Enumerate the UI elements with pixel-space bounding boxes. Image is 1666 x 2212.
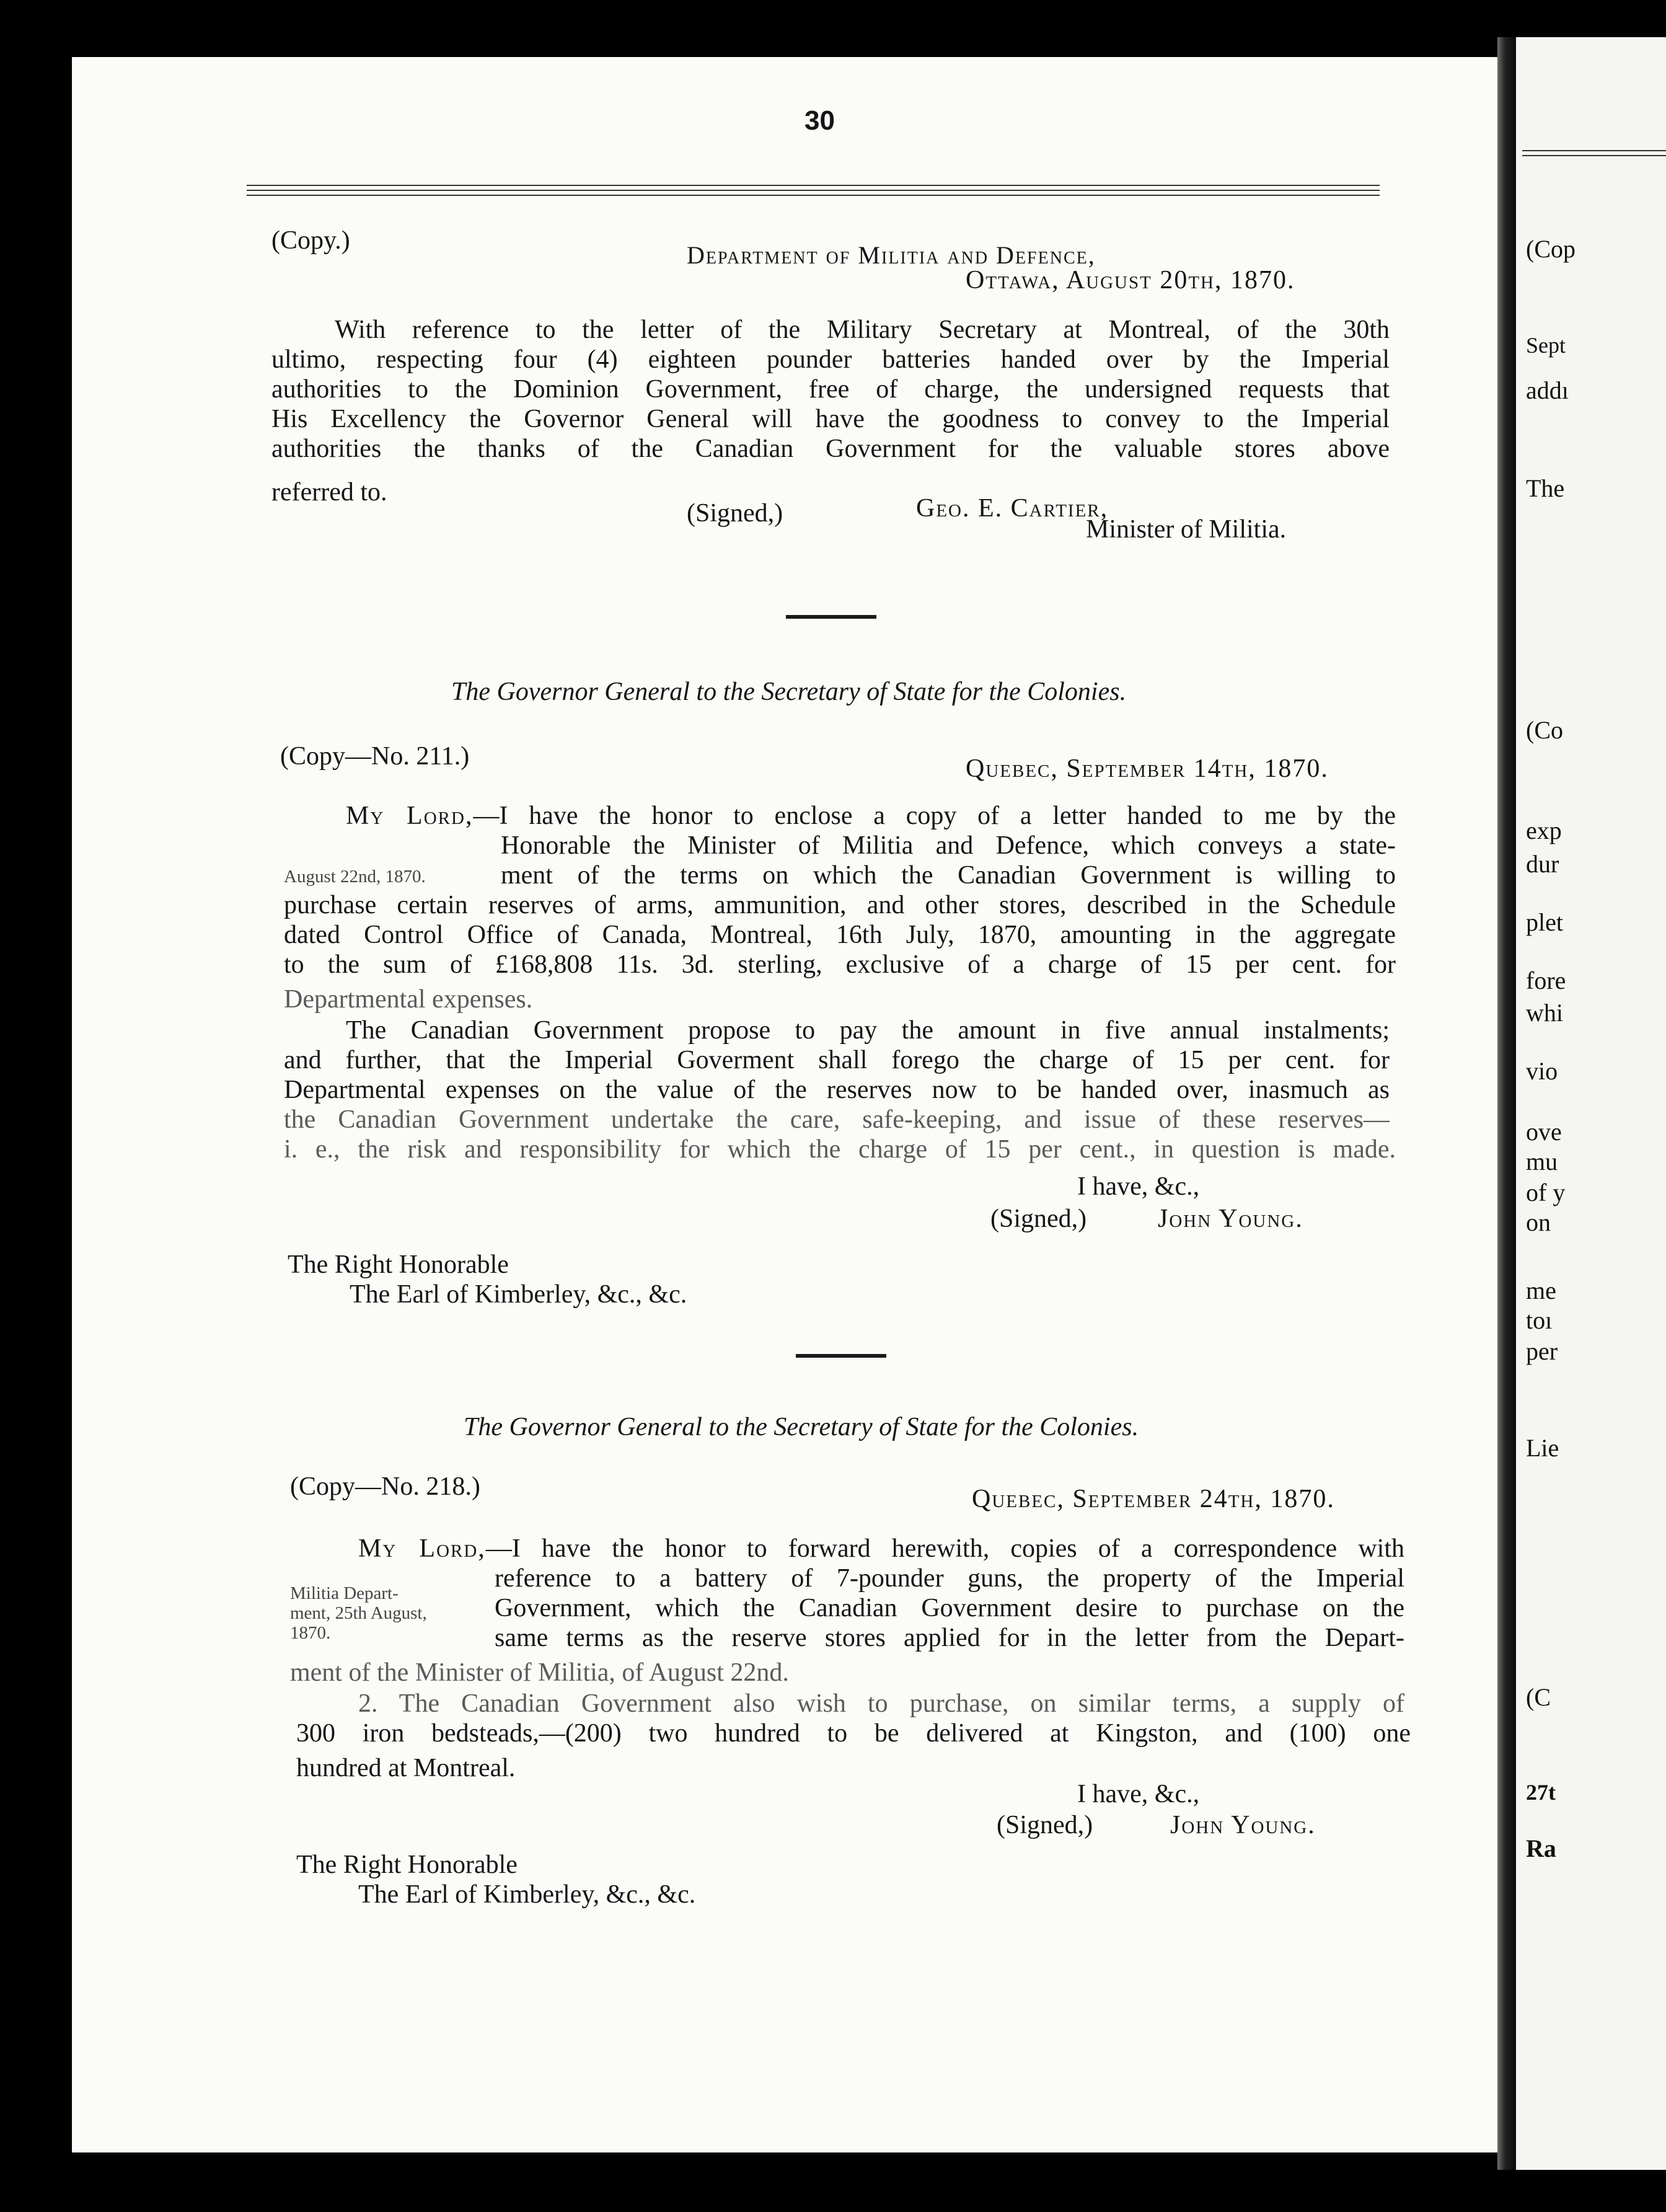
facing-text: (C	[1526, 1683, 1551, 1711]
facing-header-rule	[1522, 150, 1666, 151]
body-line: ment of the Minister of Militia, of August 22nd.	[290, 1658, 789, 1687]
body-line: authorities the thanks of the Canadian Government for the valuable stores above	[271, 435, 1390, 463]
closing: I have, &c.,	[1077, 1172, 1200, 1201]
salutation: My Lord,	[358, 1534, 486, 1563]
signed-label: (Signed,)	[687, 499, 783, 528]
copy-label: (Copy.)	[271, 226, 350, 255]
header-rule-1	[247, 185, 1380, 186]
place-date: Ottawa, August 20th, 1870.	[966, 266, 1295, 294]
book-gutter	[1497, 37, 1516, 2170]
copy-label: (Copy—No. 218.)	[290, 1472, 480, 1501]
addressee-line: The Right Honorable	[296, 1851, 518, 1879]
body-line: With reference to the letter of the Military Secretary at Montreal, of the 30th	[335, 316, 1390, 344]
first-line: —I have the honor to forward herewith, copies of a correspondence with	[485, 1534, 1404, 1563]
letter-heading: The Governor General to the Secretary of State for the Colonies.	[464, 1413, 1139, 1441]
facing-text: plet	[1526, 908, 1563, 936]
facing-text: of y	[1526, 1179, 1566, 1206]
facing-text: 27t	[1526, 1780, 1556, 1805]
facing-page-fragment	[1516, 37, 1666, 2170]
margin-note-line: Militia Depart-	[290, 1583, 399, 1603]
body-line: His Excellency the Governor General will have the goodness to convey to the Imperial	[271, 405, 1390, 433]
body-line: ment of the terms on which the Canadian Government is willing to	[501, 861, 1396, 890]
salutation: My Lord,	[346, 802, 474, 830]
margin-note-line: 1870.	[290, 1623, 331, 1643]
body-line: same terms as the reserve stores applied for in the letter from the Depart-	[495, 1624, 1404, 1652]
body-line: i. e., the risk and responsibility for which the charge of 15 per cent., in question is made.	[284, 1135, 1396, 1164]
facing-header-rule	[1522, 155, 1666, 156]
salutation-line	[346, 801, 1396, 831]
facing-text: Lie	[1526, 1434, 1559, 1462]
signer-name: Geo. E. Cartier,	[916, 494, 1109, 523]
body-line: the Canadian Government undertake the care, safe-keeping, and issue of these reserves—	[284, 1105, 1390, 1134]
closing: I have, &c.,	[1077, 1780, 1200, 1808]
facing-text: (Cop	[1526, 235, 1576, 263]
facing-text: whi	[1526, 999, 1563, 1027]
facing-text: me	[1526, 1276, 1556, 1304]
body-line: authorities to the Dominion Government, free of charge, the undersigned requests that	[271, 375, 1390, 404]
body-line: referred to.	[271, 478, 387, 507]
body-line: Honorable the Minister of Militia and Defence, which conveys a state-	[501, 831, 1396, 860]
margin-note-line: ment, 25th August,	[290, 1603, 427, 1623]
header-rule-2	[247, 190, 1380, 191]
facing-text: Ra	[1526, 1834, 1556, 1862]
addressee-line: The Earl of Kimberley, &c., &c.	[358, 1880, 696, 1909]
facing-text: mu	[1526, 1148, 1558, 1175]
copy-label: (Copy—No. 211.)	[280, 742, 470, 771]
body-line: 300 iron bedsteads,—(200) two hundred to be delivered at Kingston, and (100) one	[296, 1719, 1411, 1748]
letter-heading: The Governor General to the Secretary of State for the Colonies.	[451, 678, 1127, 706]
facing-text: toı	[1526, 1306, 1553, 1334]
page-number: 30	[804, 105, 835, 136]
place-date: Quebec, September 24th, 1870.	[972, 1485, 1335, 1513]
first-line: —I have the honor to enclose a copy of a letter handed to me by the	[473, 802, 1396, 830]
header-rule-3	[247, 195, 1380, 196]
facing-text: ove	[1526, 1118, 1562, 1146]
body-line: Departmental expenses.	[284, 985, 533, 1014]
facing-text: on	[1526, 1208, 1551, 1236]
body-line: 2. The Canadian Government also wish to purchase, on similar terms, a supply of	[358, 1689, 1404, 1718]
body-line: hundred at Montreal.	[296, 1754, 516, 1782]
body-line: purchase certain reserves of arms, ammunition, and other stores, described in the Schedule	[284, 891, 1396, 919]
facing-text: Sept	[1526, 333, 1566, 358]
facing-text: exp	[1526, 816, 1562, 844]
department-heading: Department of Militia and Defence,	[687, 241, 1096, 269]
body-line: reference to a battery of 7-pounder guns, the property of the Imperial	[495, 1564, 1404, 1593]
body-line: and further, that the Imperial Goverment shall forego the charge of 15 per cent. for	[284, 1046, 1390, 1074]
signer-name: John Young.	[1170, 1811, 1316, 1839]
body-line: Departmental expenses on the value of the reserves now to be handed over, inasmuch as	[284, 1076, 1390, 1104]
margin-note	[290, 1583, 427, 1643]
facing-text: (Co	[1526, 716, 1563, 744]
facing-text: dur	[1526, 850, 1559, 878]
facing-text: fore	[1526, 967, 1566, 994]
body-line: to the sum of £168,808 11s. 3d. sterling, exclusive of a charge of 15 per cent. for	[284, 950, 1396, 979]
signed-label: (Signed,)	[997, 1811, 1093, 1839]
section-separator	[786, 615, 876, 619]
facing-text: The	[1526, 474, 1565, 502]
signer-name: John Young.	[1158, 1205, 1303, 1233]
addressee-line: The Earl of Kimberley, &c., &c.	[350, 1280, 687, 1309]
signer-title: Minister of Militia.	[1086, 515, 1287, 544]
body-line: ultimo, respecting four (4) eighteen pounder batteries handed over by the Imperial	[271, 345, 1390, 374]
body-line: The Canadian Government propose to pay the amount in five annual instalments;	[346, 1016, 1390, 1045]
facing-text: vio	[1526, 1057, 1558, 1085]
margin-note: August 22nd, 1870.	[284, 867, 426, 887]
facing-text: addı	[1526, 376, 1569, 404]
body-line: Government, which the Canadian Government desire to purchase on the	[495, 1594, 1404, 1622]
addressee-line: The Right Honorable	[288, 1250, 509, 1279]
salutation-line	[358, 1534, 1404, 1564]
section-separator	[796, 1354, 886, 1358]
place-date: Quebec, September 14th, 1870.	[966, 754, 1329, 783]
signed-label: (Signed,)	[990, 1205, 1087, 1233]
body-line: dated Control Office of Canada, Montreal, 16th July, 1870, amounting in the aggregate	[284, 921, 1396, 949]
facing-text: per	[1526, 1337, 1558, 1365]
